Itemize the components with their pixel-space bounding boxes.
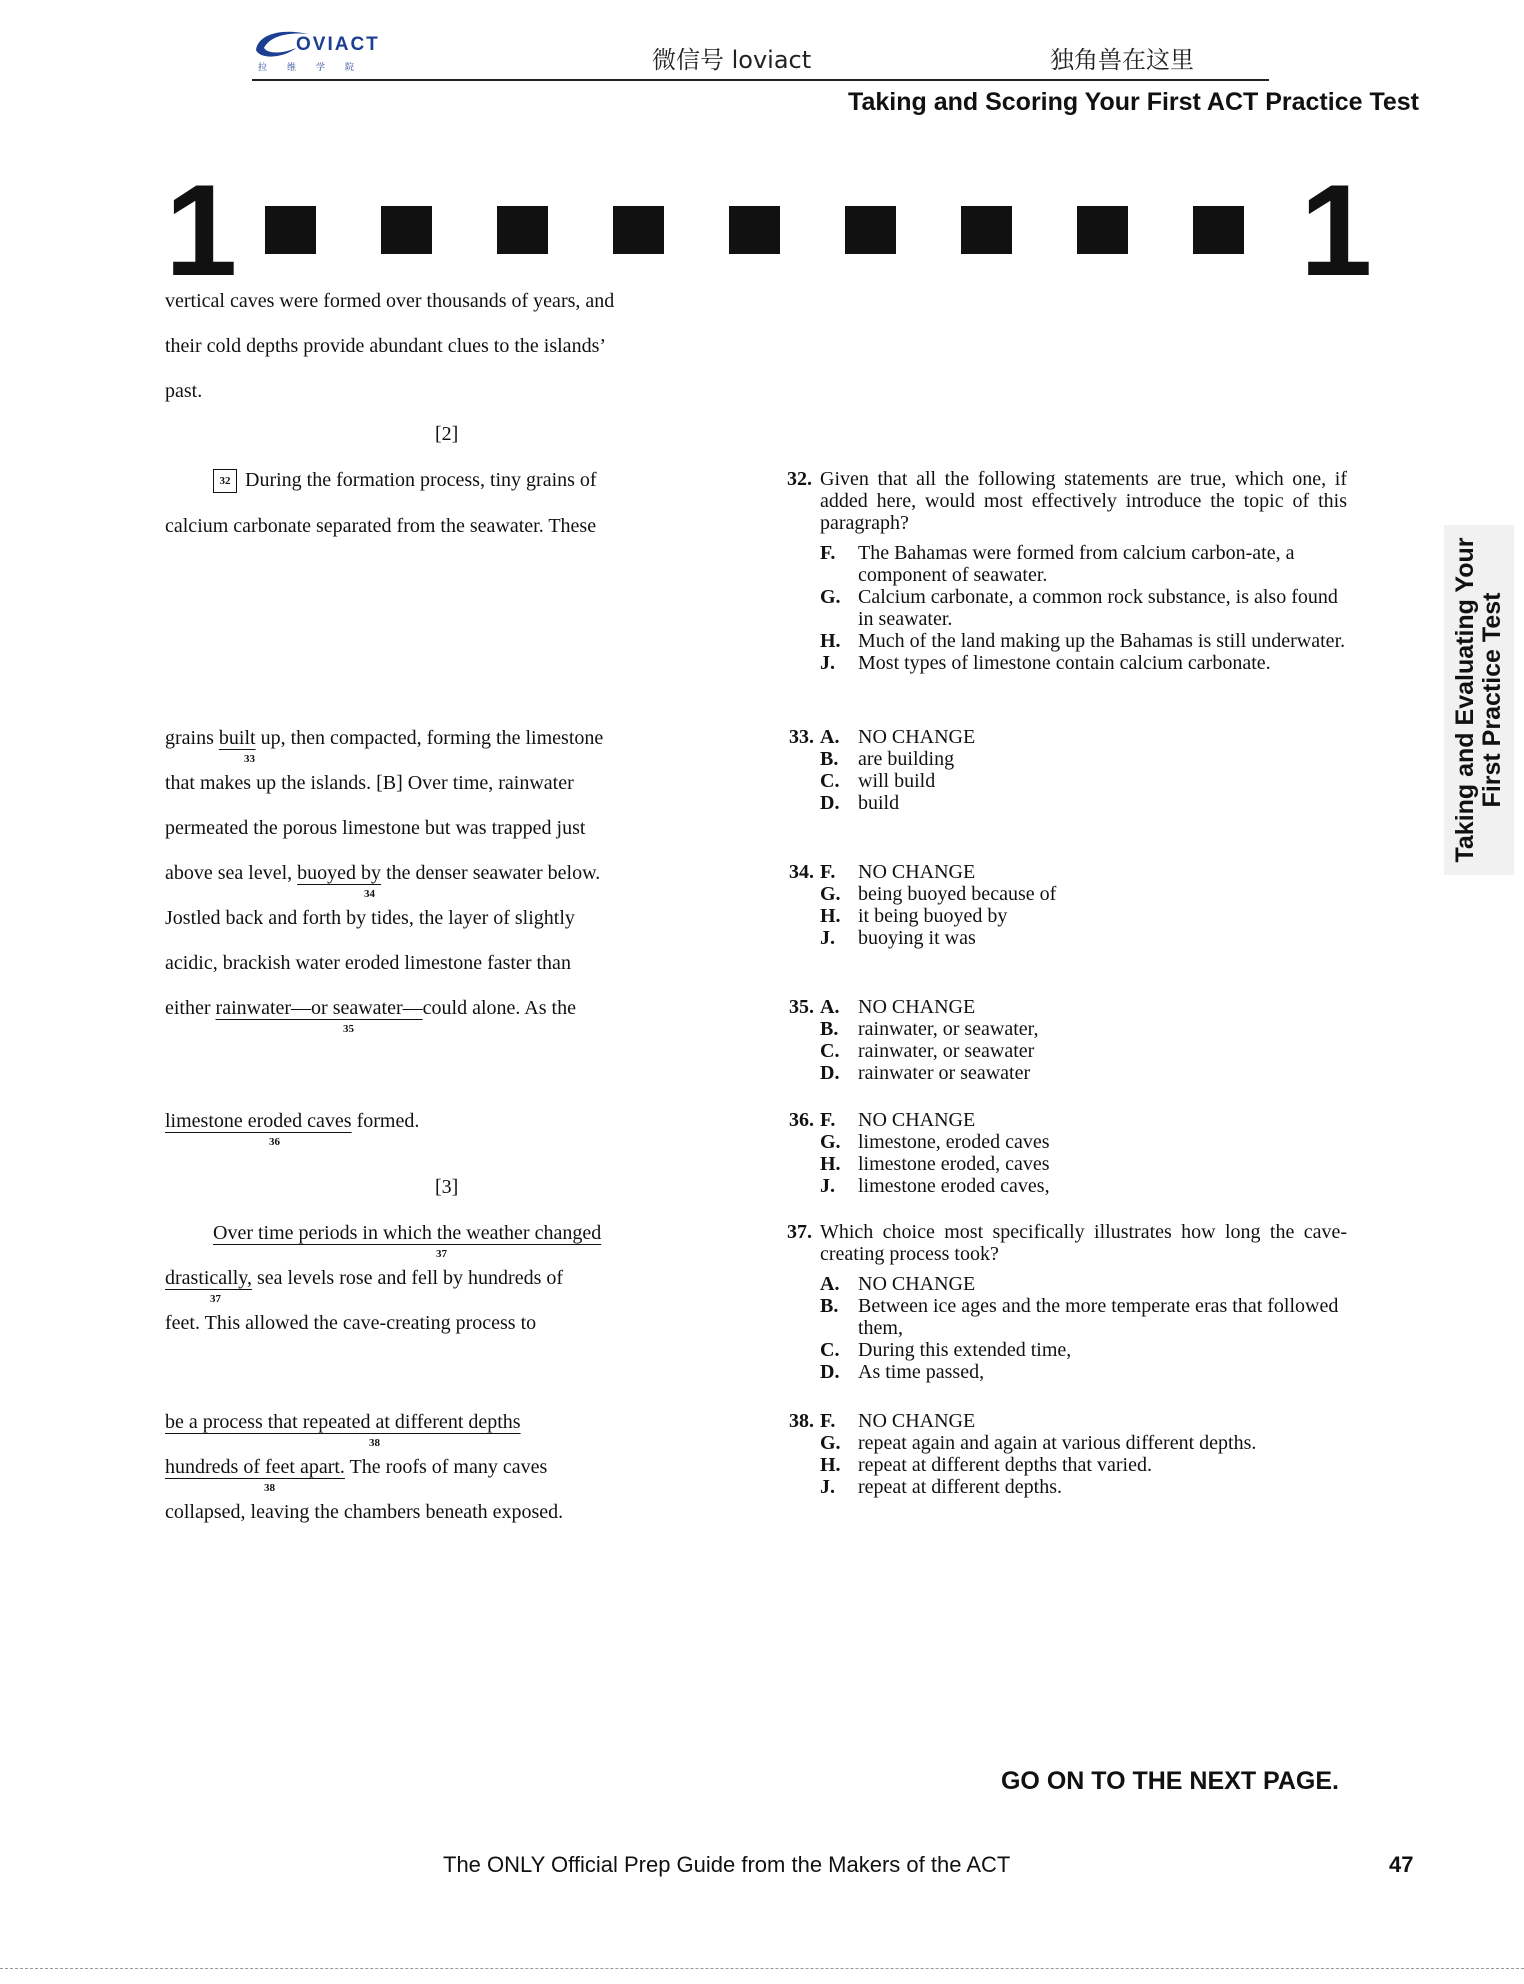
option-letter: F. xyxy=(820,861,836,883)
underline-number: 37 xyxy=(210,1293,221,1305)
answer-option[interactable] xyxy=(820,748,1347,770)
underline-number: 34 xyxy=(364,888,375,900)
answer-option[interactable] xyxy=(820,630,1347,652)
option-letter: H. xyxy=(820,1153,841,1175)
underline-number: 37 xyxy=(436,1248,447,1260)
option-text: As time passed, xyxy=(858,1361,985,1383)
passage-line: Jostled back and forth by tides, the layer of slightly xyxy=(165,907,575,929)
answer-option[interactable] xyxy=(820,861,1347,883)
answer-option[interactable] xyxy=(820,1062,1347,1084)
option-letter: D. xyxy=(820,1361,840,1383)
answer-option[interactable] xyxy=(820,996,1347,1018)
option-letter: C. xyxy=(820,770,840,792)
question-35 xyxy=(772,996,1347,1084)
option-text: NO CHANGE xyxy=(858,1109,976,1131)
option-text: rainwater, or seawater, xyxy=(858,1018,1039,1040)
question-number: 34. xyxy=(789,861,814,883)
option-text: Calcium carbonate, a common rock substance, is also found in seawater. xyxy=(858,586,1338,630)
answer-option[interactable] xyxy=(820,542,1347,586)
answer-option[interactable] xyxy=(820,726,1347,748)
passage-line xyxy=(165,726,603,750)
option-letter: D. xyxy=(820,792,840,814)
section-block xyxy=(1077,206,1128,254)
question-number: 35. xyxy=(789,996,814,1018)
option-text: will build xyxy=(858,770,936,792)
section-block xyxy=(1193,206,1244,254)
header-rule xyxy=(252,79,1269,81)
option-text: repeat again and again at various different depths. xyxy=(858,1432,1257,1454)
option-text: NO CHANGE xyxy=(858,726,976,748)
option-letter: F. xyxy=(820,1410,836,1432)
option-letter: G. xyxy=(820,883,841,905)
question-37 xyxy=(772,1221,1347,1383)
option-text: build xyxy=(858,792,900,814)
section-block xyxy=(381,206,432,254)
option-letter: A. xyxy=(820,1273,840,1295)
option-letter: H. xyxy=(820,630,841,652)
option-text: it being buoyed by xyxy=(858,905,1008,927)
go-on-notice: GO ON TO THE NEXT PAGE. xyxy=(1000,1767,1339,1795)
underline-number: 36 xyxy=(269,1136,280,1148)
option-text: NO CHANGE xyxy=(858,1273,976,1295)
section-number-right: 1 xyxy=(1300,157,1373,303)
side-tab xyxy=(1444,525,1514,875)
passage-line: collapsed, leaving the chambers beneath exposed. xyxy=(165,1501,564,1523)
answer-option[interactable] xyxy=(820,1109,1347,1131)
option-text: The Bahamas were formed from calcium carbon-ate, a component of seawater. xyxy=(858,542,1295,586)
answer-option[interactable] xyxy=(820,1175,1347,1197)
option-letter: H. xyxy=(820,905,841,927)
section-block xyxy=(961,206,1012,254)
passage-line: calcium carbonate separated from the seawater. These xyxy=(165,515,597,537)
option-letter: G. xyxy=(820,1432,841,1454)
passage-line xyxy=(165,861,600,885)
passage-text: either xyxy=(165,997,216,1019)
underlined-portion-36[interactable]: limestone eroded caves xyxy=(165,1110,352,1132)
answer-option[interactable] xyxy=(820,1339,1347,1361)
option-letter: C. xyxy=(820,1040,840,1062)
option-text: Much of the land making up the Bahamas is still underwater. xyxy=(858,630,1346,652)
scan-edge xyxy=(0,1968,1524,1975)
option-letter: B. xyxy=(820,1018,839,1040)
option-text: Between ice ages and the more temperate eras that followed them, xyxy=(858,1295,1339,1339)
answer-option[interactable] xyxy=(820,1295,1347,1339)
option-letter: A. xyxy=(820,726,840,748)
passage-text: the denser seawater below. xyxy=(381,862,601,884)
question-number: 37. xyxy=(787,1221,812,1243)
option-letter: G. xyxy=(820,1131,841,1153)
passage-line xyxy=(165,996,576,1020)
answer-option[interactable] xyxy=(820,927,1347,949)
answer-option[interactable] xyxy=(820,1410,1347,1432)
passage-text: formed. xyxy=(351,1110,420,1132)
wechat-id: 微信号 loviact xyxy=(652,46,812,74)
answer-option[interactable] xyxy=(820,1476,1347,1498)
paragraph-number: [2] xyxy=(435,423,459,445)
option-letter: J. xyxy=(820,652,835,674)
side-tab-line: First Practice Test xyxy=(1478,592,1506,808)
question-33 xyxy=(772,726,1347,814)
section-block xyxy=(613,206,664,254)
underline-number: 33 xyxy=(244,753,255,765)
page-title: Taking and Scoring Your First ACT Practice Test xyxy=(848,88,1419,116)
underlined-portion-35[interactable]: rainwater—or seawater— xyxy=(215,997,423,1019)
section-block xyxy=(497,206,548,254)
answer-option[interactable] xyxy=(820,1454,1347,1476)
passage-line xyxy=(213,1221,601,1245)
option-text: limestone eroded, caves xyxy=(858,1153,1050,1175)
answer-option[interactable] xyxy=(820,1153,1347,1175)
logo-wordmark: OVIACT xyxy=(296,34,380,55)
question-number: 32. xyxy=(787,468,812,490)
option-letter: A. xyxy=(820,996,840,1018)
answer-option[interactable] xyxy=(820,770,1347,792)
passage-line xyxy=(165,1410,521,1434)
option-letter: B. xyxy=(820,1295,839,1317)
answer-option[interactable] xyxy=(820,883,1347,905)
passage-text: up, then compacted, forming the limestone xyxy=(255,727,604,749)
answer-option[interactable] xyxy=(820,586,1347,630)
passage-line xyxy=(165,1266,563,1290)
option-letter: F. xyxy=(820,542,836,564)
option-text: limestone eroded caves, xyxy=(858,1175,1050,1197)
question-number: 38. xyxy=(789,1410,814,1432)
underline-number: 35 xyxy=(343,1023,354,1035)
passage-line: acidic, brackish water eroded limestone faster than xyxy=(165,952,571,974)
underlined-portion-34[interactable]: buoyed by xyxy=(297,862,382,884)
question-36 xyxy=(772,1109,1347,1197)
passage-line: their cold depths provide abundant clues to the islands’ xyxy=(165,335,607,357)
underlined-portion-37[interactable]: drastically, xyxy=(165,1267,253,1289)
underline-number: 38 xyxy=(264,1482,275,1494)
answer-option[interactable] xyxy=(820,652,1347,674)
footer-guide-text: The ONLY Official Prep Guide from the Makers of the ACT xyxy=(443,1852,1011,1877)
option-text: repeat at different depths that varied. xyxy=(858,1454,1152,1476)
option-letter: D. xyxy=(820,1062,840,1084)
question-34 xyxy=(772,861,1347,949)
option-text: During this extended time, xyxy=(858,1339,1072,1361)
answer-option[interactable] xyxy=(820,1432,1347,1454)
answer-option[interactable] xyxy=(820,1361,1347,1383)
passage-line xyxy=(165,1109,419,1133)
option-letter: J. xyxy=(820,1175,835,1197)
section-block xyxy=(845,206,896,254)
passage-line: past. xyxy=(165,380,203,402)
passage-line xyxy=(213,468,597,493)
question-box-32[interactable]: 32 xyxy=(213,469,237,493)
passage-line: that makes up the islands. [B] Over time, rainwater xyxy=(165,772,574,794)
answer-option[interactable] xyxy=(820,1273,1347,1295)
answer-option[interactable] xyxy=(820,792,1347,814)
passage-line: vertical caves were formed over thousands of years, and xyxy=(165,290,615,312)
question-38 xyxy=(772,1410,1347,1498)
passage-text: The roofs of many caves xyxy=(344,1456,548,1478)
loviact-logo xyxy=(252,26,422,74)
passage-line xyxy=(165,1455,547,1479)
option-text: buoying it was xyxy=(858,927,976,949)
section-block xyxy=(265,206,316,254)
passage-line: permeated the porous limestone but was trapped just xyxy=(165,817,586,839)
option-text: rainwater, or seawater xyxy=(858,1040,1035,1062)
option-letter: B. xyxy=(820,748,839,770)
underlined-portion-33[interactable]: built xyxy=(218,727,256,749)
passage-text: grains xyxy=(165,727,219,749)
option-text: rainwater or seawater xyxy=(858,1062,1031,1084)
logo-subtitle: 拉维学院 xyxy=(258,63,375,73)
option-letter: F. xyxy=(820,1109,836,1131)
underlined-portion-38[interactable]: hundreds of feet apart. xyxy=(165,1456,345,1478)
option-text: NO CHANGE xyxy=(858,996,976,1018)
passage-line: feet. This allowed the cave-creating process to xyxy=(165,1312,537,1334)
option-text: limestone, eroded caves xyxy=(858,1131,1050,1153)
option-text: being buoyed because of xyxy=(858,883,1057,905)
section-block xyxy=(729,206,780,254)
option-text: Most types of limestone contain calcium carbonate. xyxy=(858,652,1271,674)
question-number: 36. xyxy=(789,1109,814,1131)
option-text: repeat at different depths. xyxy=(858,1476,1062,1498)
underlined-portion-38[interactable]: be a process that repeated at different depths xyxy=(165,1411,521,1433)
underlined-portion-37[interactable]: Over time periods in which the weather changed xyxy=(213,1222,602,1244)
answer-option[interactable] xyxy=(820,905,1347,927)
question-32 xyxy=(772,468,1347,674)
option-text: are building xyxy=(858,748,955,770)
passage-text: sea levels rose and fell by hundreds of xyxy=(252,1267,564,1289)
option-letter: J. xyxy=(820,927,835,949)
underline-number: 38 xyxy=(369,1437,380,1449)
option-text: NO CHANGE xyxy=(858,861,976,883)
option-letter: C. xyxy=(820,1339,840,1361)
page-number: 47 xyxy=(1389,1852,1414,1877)
header-slogan: 独角兽在这里 xyxy=(1050,46,1194,74)
side-tab-line: Taking and Evaluating Your xyxy=(1451,537,1479,863)
passage-text: could alone. As the xyxy=(422,997,576,1019)
passage-text: During the formation process, tiny grains of xyxy=(245,469,597,491)
option-text: NO CHANGE xyxy=(858,1410,976,1432)
answer-option[interactable] xyxy=(820,1040,1347,1062)
option-letter: H. xyxy=(820,1454,841,1476)
paragraph-number: [3] xyxy=(435,1176,459,1198)
answer-option[interactable] xyxy=(820,1131,1347,1153)
option-letter: G. xyxy=(820,586,841,608)
question-stem: Given that all the following statements are true, which one, if added here, would most effectively introduce the topic of this paragraph? xyxy=(820,468,1347,534)
side-tab-label xyxy=(1452,537,1506,862)
question-number: 33. xyxy=(789,726,814,748)
option-letter: J. xyxy=(820,1476,835,1498)
question-stem: Which choice most specifically illustrates how long the cave-creating process took? xyxy=(820,1221,1347,1265)
answer-option[interactable] xyxy=(820,1018,1347,1040)
passage-text: above sea level, xyxy=(165,862,298,884)
section-number-left: 1 xyxy=(165,157,238,303)
